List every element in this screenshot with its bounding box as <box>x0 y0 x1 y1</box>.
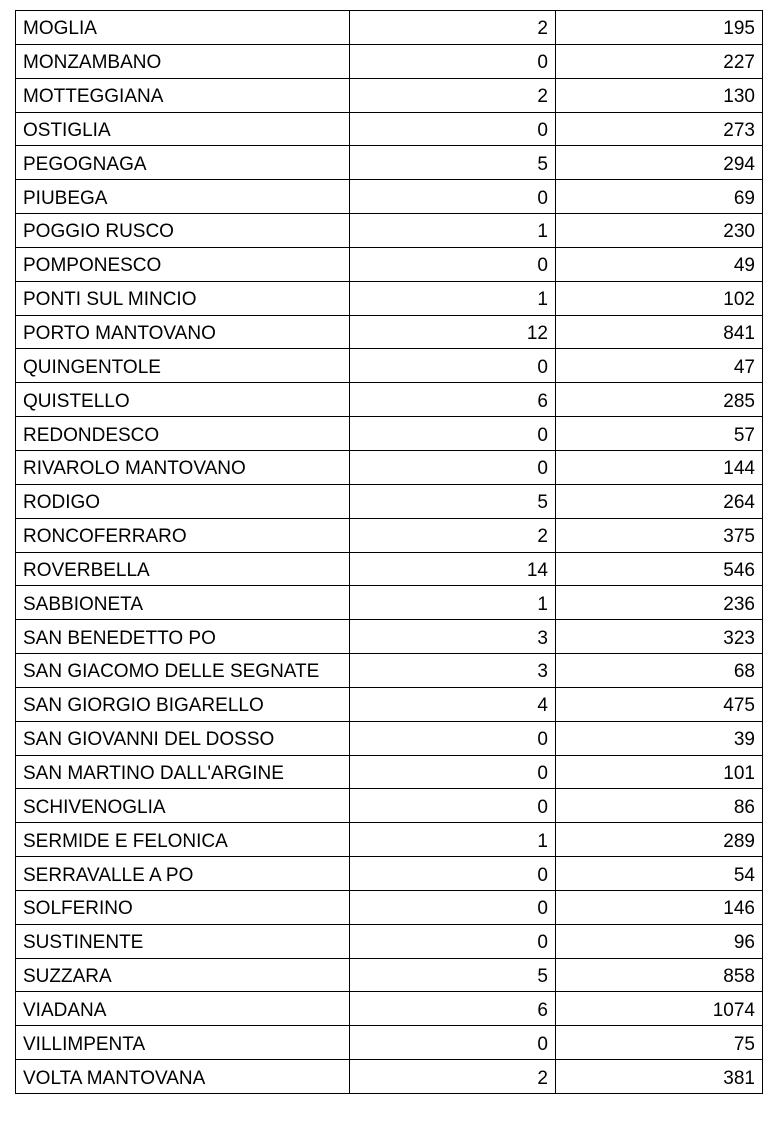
table-row <box>16 112 763 146</box>
municipality-name-cell: VIADANA <box>16 992 350 1026</box>
municipality-name-cell: SAN GIOVANNI DEL DOSSO <box>16 721 350 755</box>
table-row <box>16 924 763 958</box>
count-b-cell: 102 <box>556 281 763 315</box>
municipality-name-cell: MOGLIA <box>16 11 350 45</box>
municipality-name-cell: VILLIMPENTA <box>16 1026 350 1060</box>
table-row <box>16 450 763 484</box>
count-b-cell: 96 <box>556 924 763 958</box>
municipality-name-cell: SCHIVENOGLIA <box>16 789 350 823</box>
count-b-cell: 57 <box>556 417 763 451</box>
count-a-cell: 0 <box>350 180 556 214</box>
table-row <box>16 1026 763 1060</box>
table-row <box>16 1060 763 1094</box>
municipality-name-cell: ROVERBELLA <box>16 552 350 586</box>
table-body <box>16 11 763 1094</box>
table-row <box>16 44 763 78</box>
municipality-name-cell: RODIGO <box>16 484 350 518</box>
table-row <box>16 823 763 857</box>
count-b-cell: 273 <box>556 112 763 146</box>
count-b-cell: 546 <box>556 552 763 586</box>
count-a-cell: 2 <box>350 78 556 112</box>
count-a-cell: 5 <box>350 146 556 180</box>
table-row <box>16 958 763 992</box>
count-b-cell: 1074 <box>556 992 763 1026</box>
table-row <box>16 180 763 214</box>
count-a-cell: 0 <box>350 789 556 823</box>
table-row <box>16 687 763 721</box>
count-a-cell: 5 <box>350 958 556 992</box>
municipality-table <box>15 10 763 1094</box>
table-row <box>16 247 763 281</box>
count-b-cell: 381 <box>556 1060 763 1094</box>
municipality-name-cell: PORTO MANTOVANO <box>16 315 350 349</box>
count-b-cell: 858 <box>556 958 763 992</box>
table-row <box>16 721 763 755</box>
count-a-cell: 1 <box>350 281 556 315</box>
count-b-cell: 69 <box>556 180 763 214</box>
count-a-cell: 0 <box>350 890 556 924</box>
count-a-cell: 0 <box>350 924 556 958</box>
count-a-cell: 1 <box>350 823 556 857</box>
municipality-table-container <box>15 10 763 1094</box>
municipality-name-cell: SAN MARTINO DALL'ARGINE <box>16 755 350 789</box>
count-a-cell: 0 <box>350 112 556 146</box>
count-a-cell: 0 <box>350 755 556 789</box>
count-b-cell: 285 <box>556 383 763 417</box>
count-a-cell: 1 <box>350 586 556 620</box>
count-a-cell: 3 <box>350 620 556 654</box>
count-b-cell: 294 <box>556 146 763 180</box>
municipality-name-cell: MOTTEGGIANA <box>16 78 350 112</box>
municipality-name-cell: SERRAVALLE A PO <box>16 857 350 891</box>
table-row <box>16 857 763 891</box>
municipality-name-cell: VOLTA MANTOVANA <box>16 1060 350 1094</box>
count-a-cell: 0 <box>350 349 556 383</box>
municipality-name-cell: QUINGENTOLE <box>16 349 350 383</box>
table-row <box>16 789 763 823</box>
table-row <box>16 518 763 552</box>
count-a-cell: 14 <box>350 552 556 586</box>
table-row <box>16 11 763 45</box>
count-a-cell: 5 <box>350 484 556 518</box>
count-a-cell: 3 <box>350 654 556 688</box>
table-row <box>16 417 763 451</box>
municipality-name-cell: RONCOFERRARO <box>16 518 350 552</box>
table-row <box>16 552 763 586</box>
count-b-cell: 841 <box>556 315 763 349</box>
count-a-cell: 0 <box>350 417 556 451</box>
count-b-cell: 146 <box>556 890 763 924</box>
table-row <box>16 620 763 654</box>
table-row <box>16 315 763 349</box>
municipality-name-cell: MONZAMBANO <box>16 44 350 78</box>
table-row <box>16 281 763 315</box>
count-a-cell: 2 <box>350 1060 556 1094</box>
count-b-cell: 144 <box>556 450 763 484</box>
table-row <box>16 586 763 620</box>
count-a-cell: 2 <box>350 11 556 45</box>
count-a-cell: 0 <box>350 857 556 891</box>
count-b-cell: 264 <box>556 484 763 518</box>
table-row <box>16 214 763 248</box>
count-b-cell: 236 <box>556 586 763 620</box>
table-row <box>16 890 763 924</box>
table-row <box>16 78 763 112</box>
count-b-cell: 68 <box>556 654 763 688</box>
table-row <box>16 992 763 1026</box>
table-row <box>16 755 763 789</box>
count-b-cell: 86 <box>556 789 763 823</box>
municipality-name-cell: PEGOGNAGA <box>16 146 350 180</box>
count-b-cell: 47 <box>556 349 763 383</box>
count-a-cell: 0 <box>350 1026 556 1060</box>
count-b-cell: 54 <box>556 857 763 891</box>
count-b-cell: 227 <box>556 44 763 78</box>
municipality-name-cell: SAN BENEDETTO PO <box>16 620 350 654</box>
municipality-name-cell: QUISTELLO <box>16 383 350 417</box>
count-a-cell: 0 <box>350 44 556 78</box>
municipality-name-cell: SAN GIORGIO BIGARELLO <box>16 687 350 721</box>
municipality-name-cell: SAN GIACOMO DELLE SEGNATE <box>16 654 350 688</box>
municipality-name-cell: REDONDESCO <box>16 417 350 451</box>
count-b-cell: 230 <box>556 214 763 248</box>
table-row <box>16 349 763 383</box>
count-b-cell: 195 <box>556 11 763 45</box>
municipality-name-cell: SOLFERINO <box>16 890 350 924</box>
table-row <box>16 654 763 688</box>
count-b-cell: 49 <box>556 247 763 281</box>
count-a-cell: 2 <box>350 518 556 552</box>
count-b-cell: 130 <box>556 78 763 112</box>
table-row <box>16 146 763 180</box>
count-b-cell: 39 <box>556 721 763 755</box>
municipality-name-cell: OSTIGLIA <box>16 112 350 146</box>
count-b-cell: 101 <box>556 755 763 789</box>
municipality-name-cell: POMPONESCO <box>16 247 350 281</box>
count-a-cell: 0 <box>350 721 556 755</box>
count-a-cell: 12 <box>350 315 556 349</box>
municipality-name-cell: SERMIDE E FELONICA <box>16 823 350 857</box>
count-b-cell: 75 <box>556 1026 763 1060</box>
count-a-cell: 1 <box>350 214 556 248</box>
count-b-cell: 375 <box>556 518 763 552</box>
table-row <box>16 484 763 518</box>
municipality-name-cell: SUSTINENTE <box>16 924 350 958</box>
count-b-cell: 475 <box>556 687 763 721</box>
count-a-cell: 4 <box>350 687 556 721</box>
municipality-name-cell: SUZZARA <box>16 958 350 992</box>
municipality-name-cell: SABBIONETA <box>16 586 350 620</box>
count-a-cell: 0 <box>350 247 556 281</box>
municipality-name-cell: RIVAROLO MANTOVANO <box>16 450 350 484</box>
count-a-cell: 6 <box>350 383 556 417</box>
municipality-name-cell: PIUBEGA <box>16 180 350 214</box>
municipality-name-cell: POGGIO RUSCO <box>16 214 350 248</box>
count-b-cell: 323 <box>556 620 763 654</box>
municipality-name-cell: PONTI SUL MINCIO <box>16 281 350 315</box>
table-row <box>16 383 763 417</box>
count-a-cell: 0 <box>350 450 556 484</box>
count-b-cell: 289 <box>556 823 763 857</box>
count-a-cell: 6 <box>350 992 556 1026</box>
